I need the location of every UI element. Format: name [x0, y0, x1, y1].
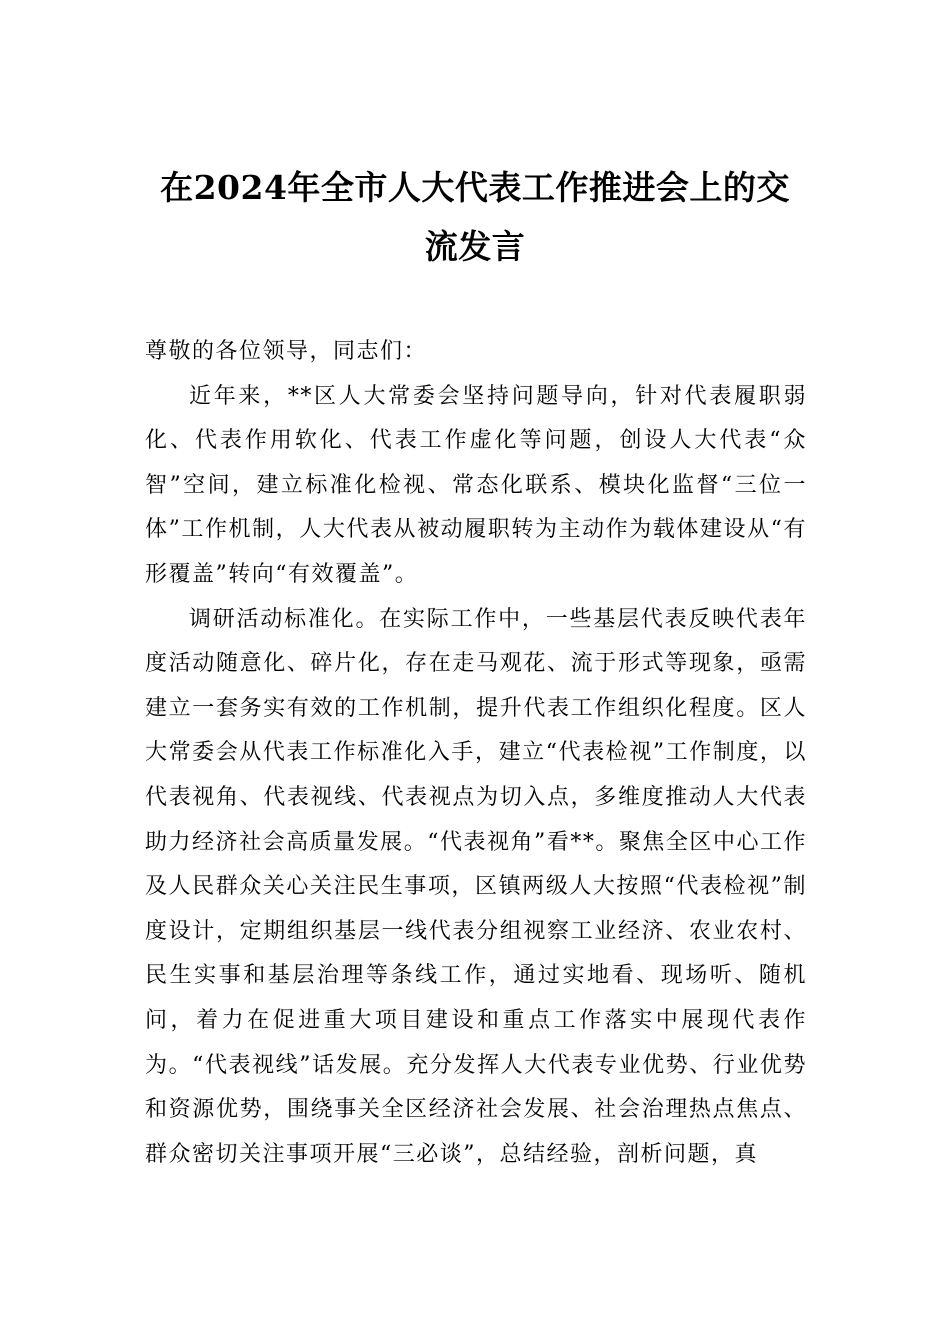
document-body: [145, 330, 807, 1177]
paragraph-intro: 近年来，**区人大常委会坚持问题导向，针对代表履职弱化、代表作用软化、代表工作虚化等问题，创设人大代表“众智”空间，建立标准化检视、常态化联系、模块化监督“三位一体”工作机制，人大代表从被动履职转为主动作为载体建设从“有形覆盖”转向“有效覆盖”。: [145, 383, 807, 587]
salutation: 尊敬的各位领导，同志们：: [145, 339, 428, 364]
document-title: 在2024年全市人大代表工作推进会上的交流发言: [160, 168, 790, 266]
paragraph-standardization: 调研活动标准化。在实际工作中，一些基层代表反映代表年度活动随意化、碎片化，存在走马观花、流于形式等现象，亟需建立一套务实有效的工作机制，提升代表工作组织化程度。区人大常委会从代表工作标准化入手，建立“代表检视”工作制度，以代表视角、代表视线、代表视点为切入点，多维度推动人大代表助力经济社会高质量发展。“代表视角”看**。聚焦全区中心工作及人民群众关心关注民生事项，区镇两级人大按照“代表检视”制度设计，定期组织基层一线代表分组视察工业经济、农业农村、民生实事和基层治理等条线工作，通过实地看、现场听、随机问，着力在促进重大项目建设和重点工作落实中展现代表作为。“代表视线”话发展。充分发挥人大代表专业优势、行业优势和资源优势，围绕事关全区经济社会发展、社会治理热点焦点、群众密切关注事项开展“三必谈”，总结经验，剖析问题，真: [145, 606, 807, 1167]
